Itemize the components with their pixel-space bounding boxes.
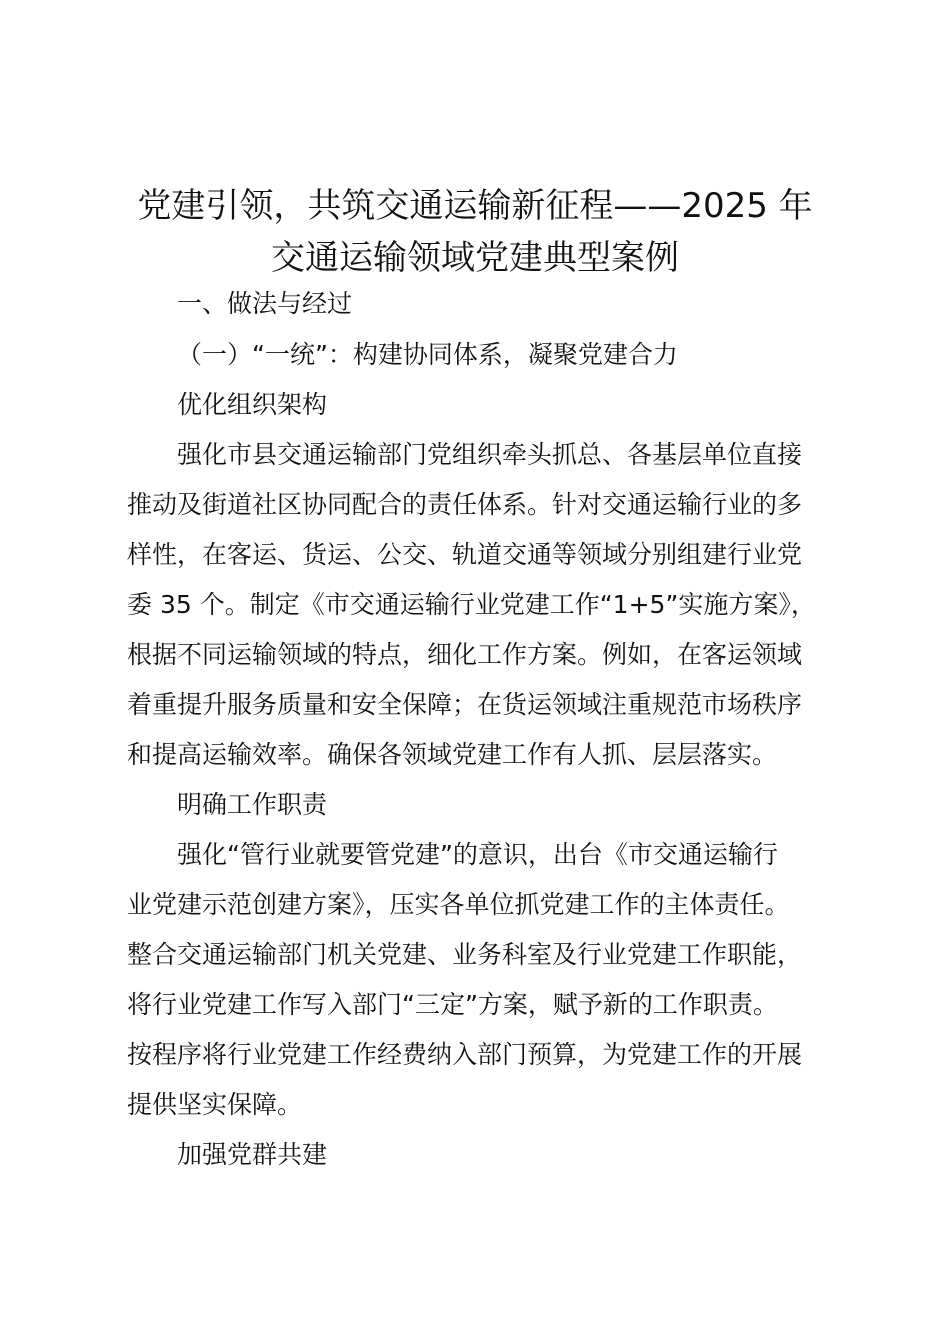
paragraph-line: 样性，在客运、货运、公交、轨道交通等领域分别组建行业党 xyxy=(127,540,803,569)
paragraph-line: 整合交通运输部门机关党建、业务科室及行业党建工作职能， xyxy=(127,940,803,969)
section-heading: 一、做法与经过 xyxy=(177,289,353,318)
paragraph-line: 按程序将行业党建工作经费纳入部门预算，为党建工作的开展 xyxy=(127,1040,803,1069)
paragraph-line: 强化市县交通运输部门党组织牵头抓总、各基层单位直接 xyxy=(177,440,803,469)
paragraph-line: 根据不同运输领域的特点，细化工作方案。例如，在客运领域 xyxy=(127,640,803,669)
subsection-heading: （一）“一统”：构建协同体系，凝聚党建合力 xyxy=(177,340,678,369)
paragraph-line: 业党建示范创建方案》，压实各单位抓党建工作的主体责任。 xyxy=(127,890,790,919)
document-title-line-1: 党建引领，共筑交通运输新征程——2025 年 xyxy=(137,186,813,226)
paragraph-line: 和提高运输效率。确保各领域党建工作有人抓、层层落实。 xyxy=(127,740,778,769)
paragraph-line: 提供坚实保障。 xyxy=(127,1090,303,1119)
sub-subsection-heading: 加强党群共建 xyxy=(177,1140,328,1169)
paragraph-line: 着重提升服务质量和安全保障；在货运领域注重规范市场秩序 xyxy=(127,690,803,719)
paragraph-line: 委 35 个。制定《市交通运输行业党建工作“1+5”实施方案》， xyxy=(127,590,816,619)
document-title-line-2: 交通运输领域党建典型案例 xyxy=(271,238,679,278)
paragraph-line: 强化“管行业就要管党建”的意识，出台《市交通运输行 xyxy=(177,840,778,869)
paragraph-line: 推动及街道社区协同配合的责任体系。针对交通运输行业的多 xyxy=(127,490,803,519)
paragraph-line: 将行业党建工作写入部门“三定”方案，赋予新的工作职责。 xyxy=(127,990,778,1019)
sub-subsection-heading: 优化组织架构 xyxy=(177,390,328,419)
sub-subsection-heading: 明确工作职责 xyxy=(177,790,328,819)
